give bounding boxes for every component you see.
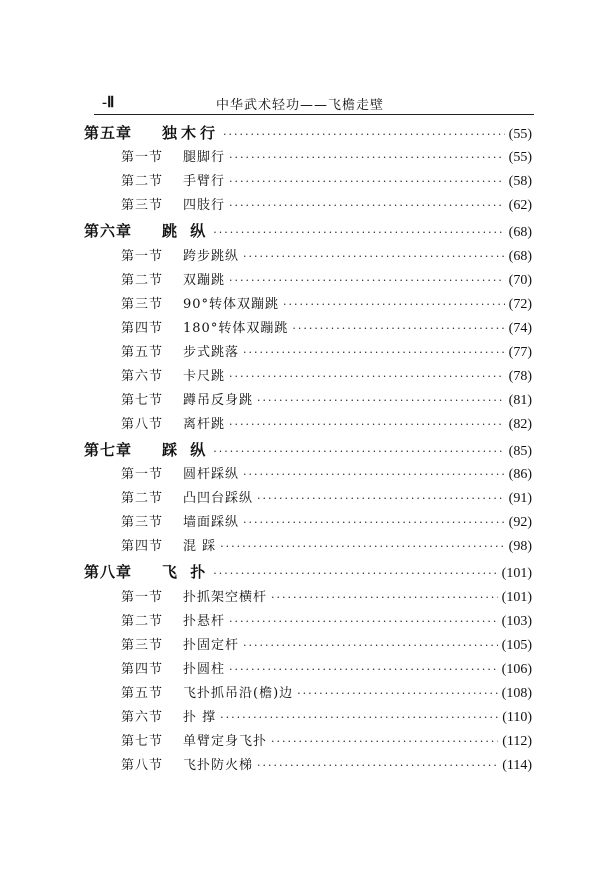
chapter-title: 独木行 [162, 124, 220, 142]
section-title: 扑 撑 [183, 710, 217, 725]
page-reference: (70) [508, 273, 532, 288]
chapter-number: 第七章 [84, 441, 133, 459]
page-reference: (58) [508, 174, 532, 189]
toc-chapter-row [84, 561, 532, 582]
toc-section-row [121, 146, 532, 166]
page-reference: (78) [508, 369, 532, 384]
page-reference: (86) [508, 467, 532, 482]
dot-leader [229, 151, 505, 164]
section-number: 第一节 [121, 150, 164, 165]
section-number: 第四节 [121, 321, 164, 336]
dot-leader [229, 663, 498, 676]
section-number: 第五节 [121, 345, 164, 360]
dot-leader [243, 250, 505, 263]
toc-section-row [121, 365, 532, 385]
dot-leader [292, 322, 504, 335]
section-number: 第六节 [121, 369, 164, 384]
toc-section-row [121, 586, 532, 606]
dot-leader [213, 567, 497, 580]
section-number: 第一节 [121, 249, 164, 264]
dot-leader [257, 492, 505, 505]
page-reference: (103) [501, 614, 532, 629]
dot-leader [243, 468, 505, 481]
section-number: 第三节 [121, 198, 164, 213]
section-number: 第二节 [121, 273, 164, 288]
toc-section-row [121, 170, 532, 190]
page-reference: (98) [508, 539, 532, 554]
dot-leader [229, 615, 498, 628]
dot-leader [229, 199, 505, 212]
dot-leader [297, 687, 498, 700]
dot-leader [213, 226, 504, 239]
dot-leader [223, 128, 505, 141]
toc-section-row [121, 610, 532, 630]
dot-leader [229, 274, 505, 287]
dot-leader [283, 298, 505, 311]
page-reference: (77) [508, 345, 532, 360]
page-reference: (55) [508, 150, 532, 165]
dot-leader [220, 540, 505, 553]
dot-leader [243, 639, 498, 652]
section-title: 离杆跳 [183, 417, 226, 432]
dot-leader [220, 711, 498, 724]
toc-section-row [121, 269, 532, 289]
dot-leader [271, 735, 498, 748]
toc-section-row [121, 754, 532, 774]
page-reference: (68) [508, 225, 532, 240]
toc-chapter-row [84, 439, 532, 460]
toc-section-row [121, 317, 532, 337]
toc-chapter-row [84, 122, 532, 143]
toc-section-row [121, 511, 532, 531]
toc-section-row [121, 389, 532, 409]
chapter-title: 踩 纵 [162, 441, 210, 459]
section-number: 第八节 [121, 758, 164, 773]
section-title: 飞扑抓吊沿(檐)边 [183, 686, 294, 701]
section-number: 第三节 [121, 638, 164, 653]
section-number: 第三节 [121, 297, 164, 312]
section-number: 第八节 [121, 417, 164, 432]
page-reference: (85) [508, 444, 532, 459]
dot-leader [257, 394, 505, 407]
toc-section-row [121, 487, 532, 507]
toc-section-row [121, 682, 532, 702]
dot-leader [229, 175, 505, 188]
section-number: 第七节 [121, 734, 164, 749]
section-title: 卡尺跳 [183, 369, 226, 384]
section-title: 单臂定身飞扑 [183, 734, 268, 749]
chapter-number: 第六章 [84, 222, 133, 240]
section-title: 双蹦跳 [183, 273, 226, 288]
section-number: 第三节 [121, 515, 164, 530]
toc-section-row [121, 463, 532, 483]
page-reference: (55) [508, 127, 532, 142]
section-title: 圆杆踩纵 [183, 467, 240, 482]
section-title: 混 踩 [183, 539, 217, 554]
page-reference: (106) [501, 662, 532, 677]
page-reference: (114) [502, 758, 532, 773]
toc-section-row [121, 730, 532, 750]
section-number: 第四节 [121, 539, 164, 554]
toc-section-row [121, 341, 532, 361]
chapter-number: 第八章 [84, 563, 133, 581]
dot-leader [243, 516, 505, 529]
dot-leader [243, 346, 505, 359]
dot-leader [213, 445, 504, 458]
toc-section-row [121, 535, 532, 555]
page-reference: (91) [508, 491, 532, 506]
toc-section-row [121, 634, 532, 654]
page-reference: (92) [508, 515, 532, 530]
toc-chapter-row [84, 220, 532, 241]
toc-section-row [121, 413, 532, 433]
dot-leader [257, 759, 498, 772]
section-title: 手臂行 [183, 174, 226, 189]
section-number: 第六节 [121, 710, 164, 725]
section-title: 90°转体双蹦跳 [183, 297, 280, 312]
dot-leader [229, 370, 505, 383]
chapter-title: 飞 扑 [162, 563, 210, 581]
chapter-number: 第五章 [84, 124, 133, 142]
chapter-title: 跳 纵 [162, 222, 210, 240]
section-number: 第二节 [121, 614, 164, 629]
section-title: 跨步跳纵 [183, 249, 240, 264]
toc-section-row [121, 706, 532, 726]
section-number: 第二节 [121, 174, 164, 189]
page-reference: (108) [501, 686, 532, 701]
toc-section-row [121, 658, 532, 678]
section-title: 步式跳落 [183, 345, 240, 360]
section-title: 扑固定杆 [183, 638, 240, 653]
section-number: 第四节 [121, 662, 164, 677]
page-reference: (81) [508, 393, 532, 408]
section-title: 蹲吊反身跳 [183, 393, 254, 408]
section-number: 第一节 [121, 590, 164, 605]
page-reference: (74) [508, 321, 532, 336]
section-title: 凸凹台踩纵 [183, 491, 254, 506]
page-reference: (110) [502, 710, 532, 725]
section-title: 扑悬杆 [183, 614, 226, 629]
page-number: -Ⅱ [102, 95, 115, 111]
running-title: 中华武术轻功——飞檐走壁 [216, 98, 385, 113]
section-title: 飞扑防火梯 [183, 758, 254, 773]
page-reference: (112) [502, 734, 532, 749]
toc-section-row [121, 293, 532, 313]
page-reference: (101) [501, 590, 532, 605]
section-number: 第五节 [121, 686, 164, 701]
section-number: 第一节 [121, 467, 164, 482]
section-title: 扑抓架空横杆 [183, 590, 268, 605]
dot-leader [229, 418, 505, 431]
page-reference: (101) [501, 566, 532, 581]
page-reference: (105) [501, 638, 532, 653]
page-reference: (68) [508, 249, 532, 264]
toc-section-row [121, 194, 532, 214]
page-reference: (62) [508, 198, 532, 213]
section-title: 180°转体双蹦跳 [183, 321, 289, 336]
section-title: 腿脚行 [183, 150, 226, 165]
section-title: 墙面踩纵 [183, 515, 240, 530]
section-number: 第二节 [121, 491, 164, 506]
page-reference: (82) [508, 417, 532, 432]
section-title: 扑圆柱 [183, 662, 226, 677]
section-title: 四肢行 [183, 198, 226, 213]
toc-section-row [121, 245, 532, 265]
page-reference: (72) [508, 297, 532, 312]
dot-leader [271, 591, 498, 604]
section-number: 第七节 [121, 393, 164, 408]
